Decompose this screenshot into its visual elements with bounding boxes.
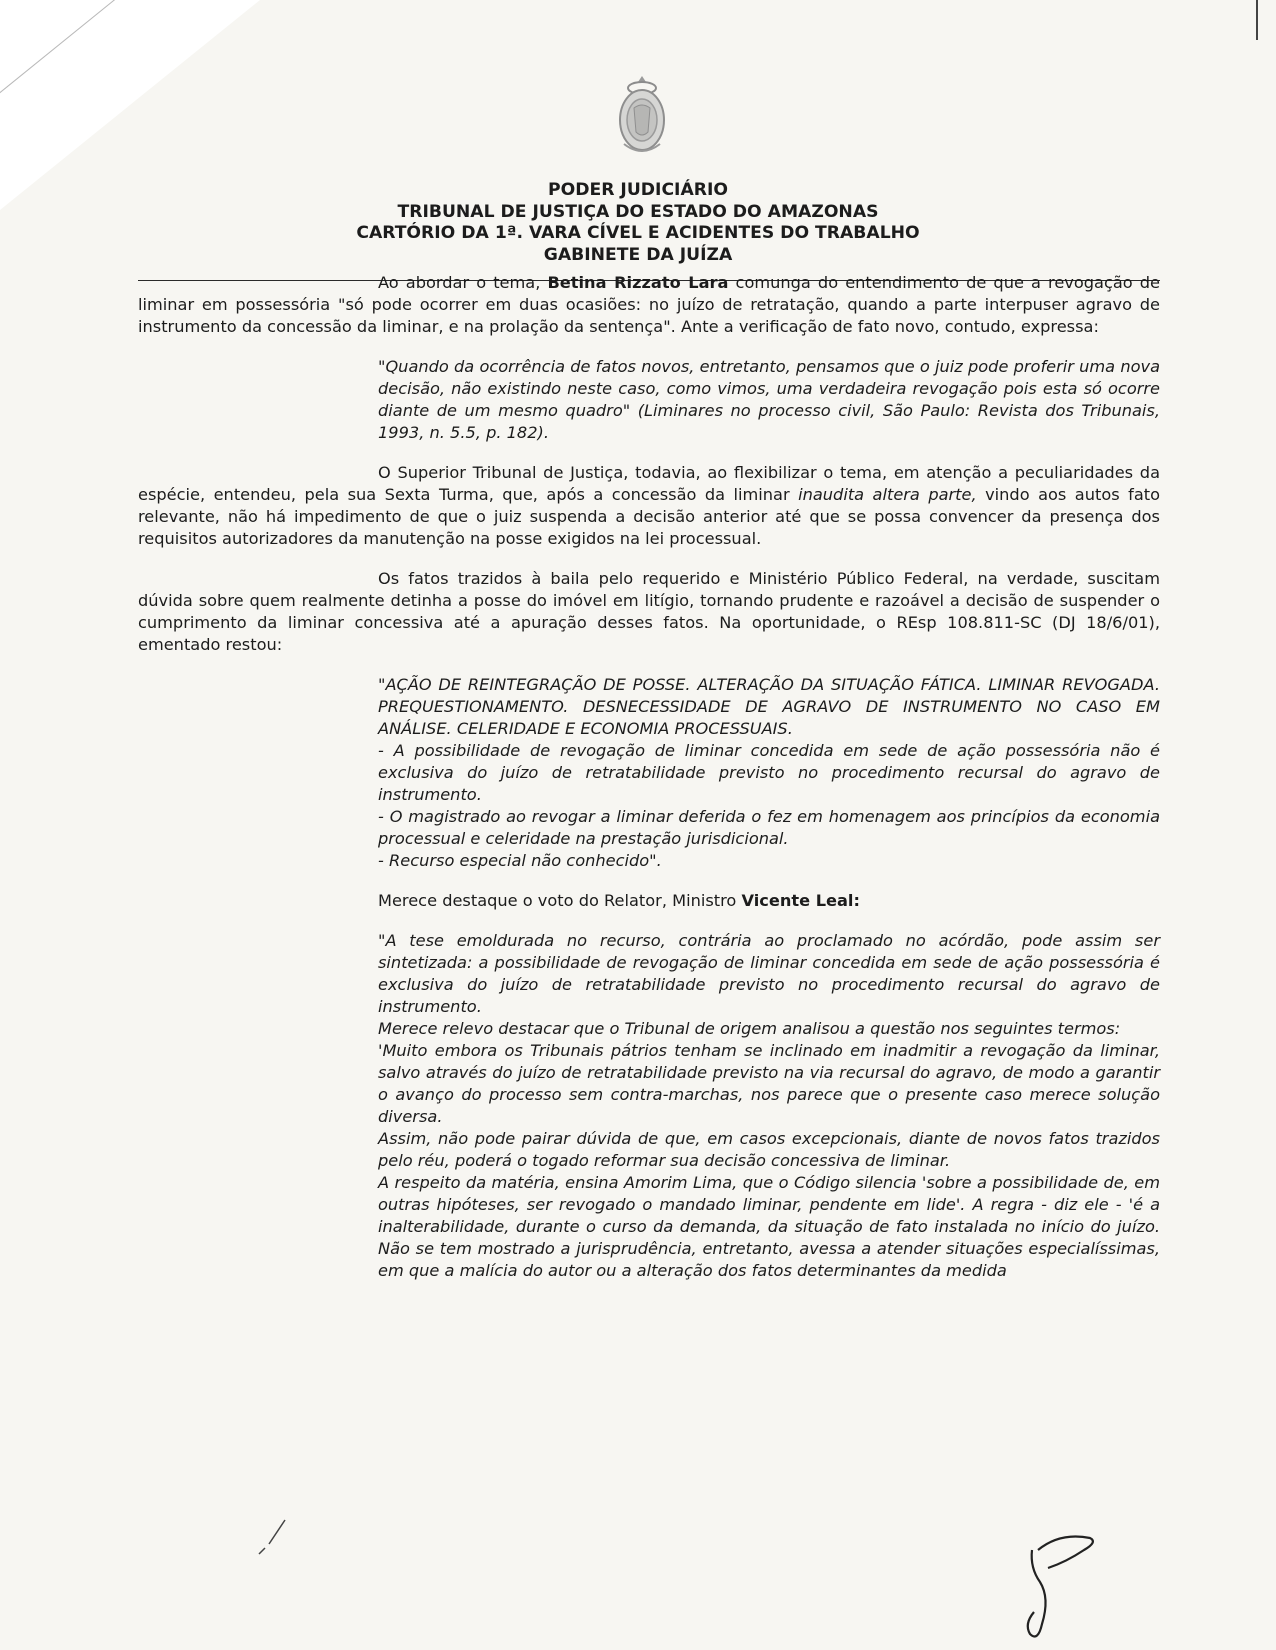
quote-3-part-4: Assim, não pode pairar dúvida de que, em casos excepcionais, diante de novos fatos trazidos pelo réu, poderá o togado reformar sua decisão concessiva de liminar. <box>378 1129 1160 1170</box>
handwritten-signature-icon <box>1020 1528 1140 1650</box>
paragraph-3: Os fatos trazidos à baila pelo requerido e Ministério Público Federal, na verdade, suscitam dúvida sobre quem realmente detinha a posse do imóvel em litígio, tornando prudente e razoável a decisão de suspender o cumprimento da liminar concessiva até a apuração desses fatos. Na oportunidade, o REsp 108.811-SC (DJ 18/6/01), ementado restou: <box>138 569 1160 654</box>
quote-2-item-3: - Recurso especial não conhecido". <box>378 851 662 870</box>
header-line-4: GABINETE DA JUÍZA <box>543 244 733 265</box>
latin-term: inaudita altera parte, <box>798 485 977 504</box>
quote-1: "Quando da ocorrência de fatos novos, entretanto, pensamos que o juiz pode proferir uma nova decisão, não existindo neste caso, como vimos, uma verdadeira revogação pois esta só ocorre diante de um mesmo quadro" (Liminares no processo civil, São Paulo: Revista dos Tribunais, 1993, n. 5.5, p. 182). <box>378 357 1160 442</box>
header-line-1: PODER JUDICIÁRIO <box>548 180 728 200</box>
quote-2-item-1: - A possibilidade de revogação de liminar concedida em sede de ação possessória não é exclusiva do juízo de retratabilidade previsto no procedimento recursal do agravo de instrumento. <box>378 741 1160 804</box>
folded-page-corner <box>0 0 260 210</box>
paragraph-1: Ao abordar o tema, Betina Rizzato Lara comunga do entendimento de que a revogação de liminar em possessória "só pode ocorrer em duas ocasiões: no juízo de retratação, quando a parte interpuser agravo de instrumento da concessão da liminar, e na prolação da sentença". Ante a verificação de fato novo, contudo, expressa: <box>138 273 1161 336</box>
document-header <box>138 180 1138 266</box>
quote-3-part-3: 'Muito embora os Tribunais pátrios tenham se inclinado em inadmitir a revogação da liminar, salvo através do juízo de retratabilidade previsto na via recursal do agravo, de modo a garantir o avanço do processo sem contra-marchas, nos parece que o presente caso merece solução diversa. <box>378 1041 1160 1126</box>
coat-of-arms-icon <box>616 74 668 160</box>
page-edge-mark <box>1256 0 1258 40</box>
header-line-3: CARTÓRIO DA 1ª. VARA CÍVEL E ACIDENTES DO TRABALHO <box>356 223 920 243</box>
paragraph-2: O Superior Tribunal de Justiça, todavia, ao flexibilizar o tema, em atenção a peculiaridades da espécie, entendeu, pela sua Sexta Turma, que, após a concessão da liminar inaudita altera parte, vindo aos autos fato relevante, não há impedimento de que o juiz suspenda a decisão anterior até que se possa convencer da presença dos requisitos autorizadores da manutenção na posse exigidos na lei processual. <box>138 463 1160 548</box>
header-line-2: TRIBUNAL DE JUSTIÇA DO ESTADO DO AMAZONAS <box>397 201 879 222</box>
document-body <box>138 272 1160 1282</box>
pen-mark-icon <box>255 1518 295 1558</box>
quote-3-part-5: A respeito da matéria, ensina Amorim Lima, que o Código silencia 'sobre a possibilidade de, em outras hipóteses, ser revogado o mandado liminar, pendente em lide'. A regra - diz ele - 'é a inalterabilidade, durante o curso da demanda, da situação de fato instalada no início do juízo. Não se tem mostrado a jurisprudência, entretanto, avessa a atender situações especialíssimas, em que a malícia do autor ou a alteração dos fatos determinantes da medida <box>378 1173 1160 1280</box>
paragraph-4: Merece destaque o voto do Relator, Ministro Vicente Leal: <box>378 891 860 910</box>
author-name: Betina Rizzato Lara <box>547 273 729 292</box>
quote-2-ementa: "AÇÃO DE REINTEGRAÇÃO DE POSSE. ALTERAÇÃO DA SITUAÇÃO FÁTICA. LIMINAR REVOGADA. PREQUESTIONAMENTO. DESNECESSIDADE DE AGRAVO DE INSTRUMENTO NO CASO EM ANÁLISE. CELERIDADE E ECONOMIA PROCESSUAIS. <box>378 675 1160 738</box>
quote-2-item-2: - O magistrado ao revogar a liminar deferida o fez em homenagem aos princípios da economia processual e celeridade na prestação jurisdicional. <box>378 807 1160 848</box>
relator-name: Vicente Leal: <box>741 891 860 910</box>
quote-3-part-2: Merece relevo destacar que o Tribunal de origem analisou a questão nos seguintes termos: <box>378 1019 1121 1038</box>
quote-3-part-1: "A tese emoldurada no recurso, contrária ao proclamado no acórdão, pode assim ser sintetizada: a possibilidade de revogação de liminar concedida em sede de ação possessória é exclusiva do juízo de retratabilidade previsto no procedimento recursal do agravo de instrumento. <box>378 931 1160 1016</box>
